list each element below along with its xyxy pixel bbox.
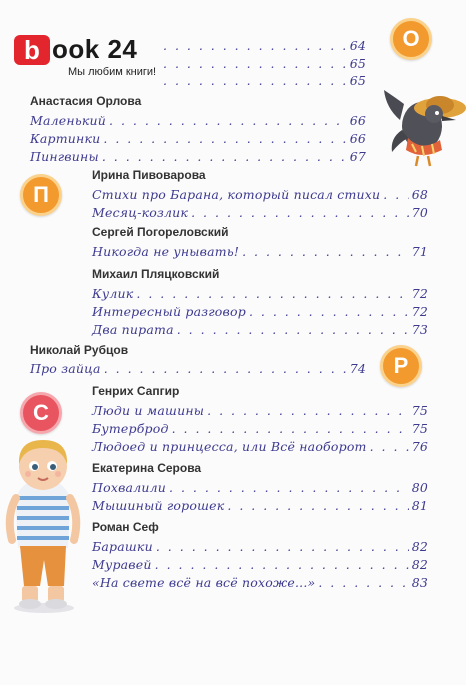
toc-entry: Бутерброд . . . 75: [92, 421, 428, 436]
author-name: Ирина Пивоварова: [92, 168, 206, 182]
toc-entry: Маленький . . . 66: [30, 113, 366, 128]
toc-entry: . . . 64: [160, 38, 366, 53]
toc-entry: Картинки . . . 66: [30, 131, 366, 146]
logo-slogan: Мы любим книги!: [68, 66, 157, 78]
toc-entry: Люди и машины . . . 75: [92, 403, 428, 418]
logo-mark: b: [14, 35, 50, 65]
toc-entry: Пингвины . . . 67: [30, 149, 366, 164]
toc-entry: Кулик . . . 72: [92, 286, 428, 301]
boy-illustration: [2, 436, 84, 614]
toc-entry: Муравей . . . 82: [92, 557, 428, 572]
toc-entry: «На свете всё на всё похоже...» . . . 83: [92, 575, 428, 590]
toc-entry: Людоед и принцесса, или Всё наоборот . . . 76: [92, 439, 428, 454]
letter-o-badge: О: [390, 18, 432, 60]
logo-text: ook 24: [52, 34, 138, 64]
author-name: Сергей Погореловский: [92, 225, 229, 239]
toc-entry: Два пирата . . . 73: [92, 322, 428, 337]
toc-entry: Интересный разговор . . . 72: [92, 304, 428, 319]
toc-entry: . . . 65: [160, 73, 366, 88]
author-name: Генрих Сапгир: [92, 384, 180, 398]
author-name: Николай Рубцов: [30, 343, 129, 357]
letter-r-badge: Р: [380, 345, 422, 387]
toc-entry: . . . 65: [160, 56, 366, 71]
letter-s-badge: С: [20, 392, 62, 434]
toc-entry: Никогда не унывать! . . . 71: [92, 244, 428, 259]
crow-illustration: [382, 68, 466, 168]
toc-entry: Месяц-козлик . . . 70: [92, 205, 428, 220]
author-name: Михаил Пляцковский: [92, 267, 220, 281]
letter-p-badge: П: [20, 174, 62, 216]
toc-entry: Мышиный горошек . . . 81: [92, 498, 428, 513]
toc-entry: Похвалили . . . 80: [92, 480, 428, 495]
author-name: Екатерина Серова: [92, 461, 202, 475]
book24-logo[interactable]: [14, 34, 137, 65]
toc-entry: Барашки . . . 82: [92, 539, 428, 554]
author-name: Роман Сеф: [92, 520, 159, 534]
toc-entry: Стихи про Барана, который писал стихи . . . 68: [92, 187, 428, 202]
toc-entry: Про зайца . . . 74: [30, 361, 366, 376]
author-name: Анастасия Орлова: [30, 94, 142, 108]
